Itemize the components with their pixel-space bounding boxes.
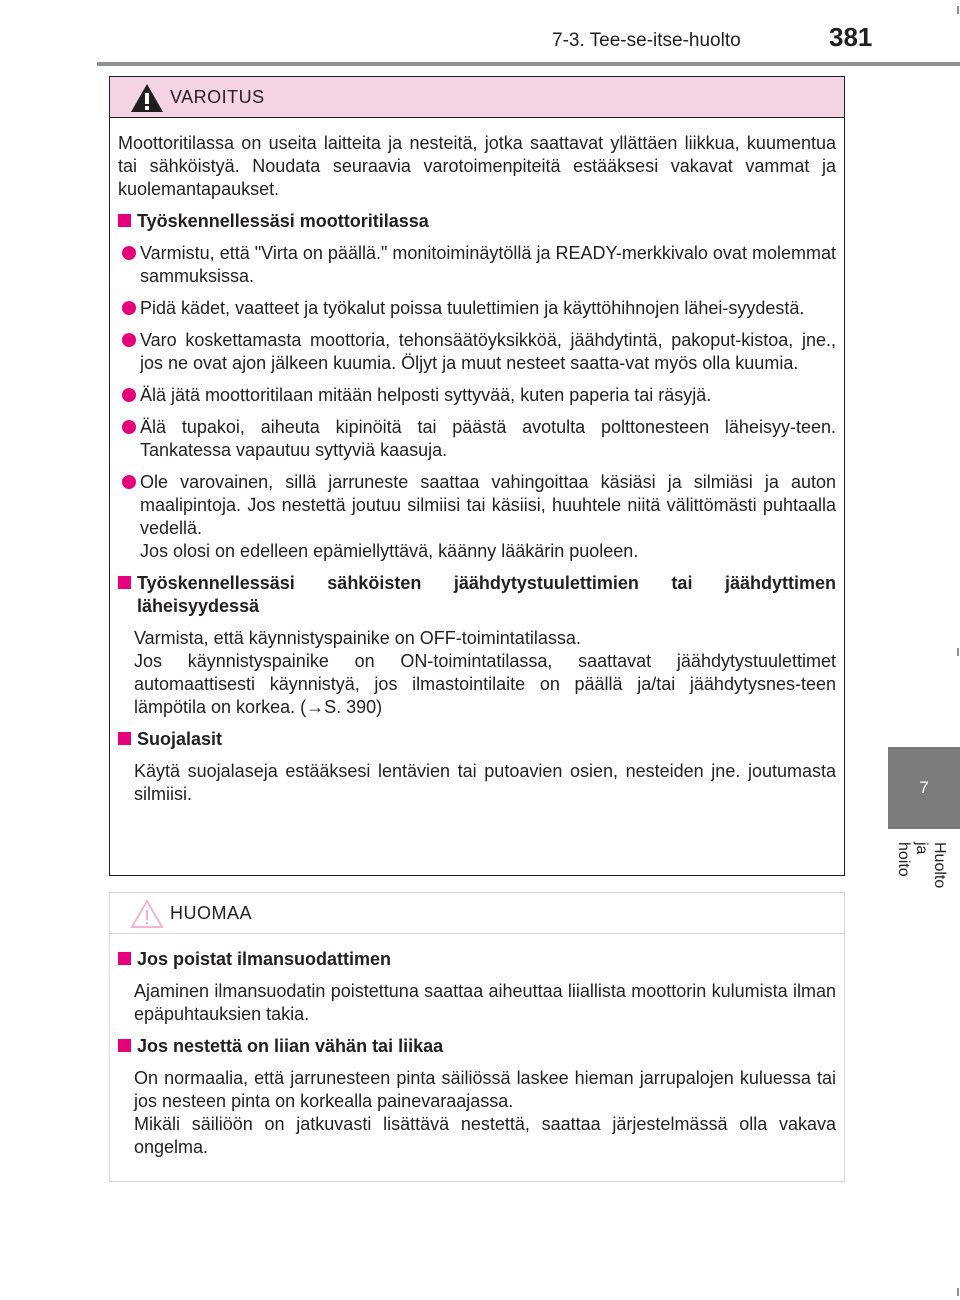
warning-header [110,77,844,118]
section-text: Ajaminen ilmansuodatin poistettuna saattaa aiheuttaa liiallista moottorin kulumista ilman epäpuhtauksien takia. [134,981,836,1024]
square-bullet-icon [118,576,131,589]
section-text-line: Jos käynnistyspainike on ON-toimintatilassa, saattavat jäähdytystuulettimet automaattisesti käynnistyä, jos ilmastointilaite on päällä ja/tai jäähdytysnes-teen lämpötila on korkea. (→S. 390) [134,651,836,717]
round-bullet-icon [122,475,136,489]
square-bullet-icon [118,952,131,965]
section-text [118,1067,836,1159]
header-divider [97,62,960,66]
round-bullet-icon [122,333,136,347]
list-item [118,297,836,320]
bullet-text-extra: Jos olosi on edelleen epämiellyttävä, käänny lääkärin puoleen. [140,541,639,561]
warning-section [118,572,836,719]
round-bullet-icon [122,246,136,260]
bullet-text: Älä jätä moottoritilaan mitään helposti syttyvää, kuten paperia tai räsyjä. [140,385,712,405]
section-text: Käytä suojalaseja estääksesi lentävien tai putoavien osien, nesteiden jne. joutumasta silmiisi. [134,761,836,804]
notice-section [118,1035,836,1159]
warning-section [118,210,836,563]
section-text [118,627,836,719]
round-bullet-icon [122,420,136,434]
bullet-text: Älä tupakoi, aiheuta kipinöitä tai päästä avotulta polttonesteen läheisyy-teen. Tankatessa vapautuu syttyviä kaasuja. [140,417,836,460]
round-bullet-icon [122,388,136,402]
notice-title: HUOMAA [170,903,253,923]
warning-triangle-icon [130,83,164,113]
notice-section [118,948,836,1026]
chapter-label: Huolto ja hoito [895,842,948,889]
notice-header [110,893,844,934]
section-heading: Suojalasit [137,729,223,749]
edge-tick [957,1288,959,1296]
section-heading: Työskennellessäsi sähköisten jäähdytystuulettimien tai jäähdyttimen läheisyydessä [137,573,836,616]
round-bullet-icon [122,301,136,315]
section-title: 7-3. Tee-se-itse-huolto [552,30,741,51]
section-text-line: Varmista, että käynnistyspainike on OFF-toimintatilassa. [134,628,581,648]
warning-intro: Moottoritilassa on useita laitteita ja nesteitä, jotka saattavat yllättäen liikkua, kuumentua tai sähköistyä. Noudata seuraavia varotoimenpiteitä estääksesi vakavat vammat ja kuolemantapaukset. [118,133,836,199]
section-heading: Työskennellessäsi moottoritilassa [137,211,429,231]
notice-box [109,892,845,1182]
page-number: 381 [829,22,873,52]
bullet-text-main: Ole varovainen, sillä jarruneste saattaa vahingoittaa käsiäsi ja silmiäsi ja auton maalipintoja. Jos nestettä joutuu silmiisi tai käsiisi, huuhtele niitä välittömästi puhtaalla vedellä. [140,472,836,538]
bullet-text: Varo koskettamasta moottoria, tehonsäätöyksikköä, jäähdytintä, pakoput-kistoa, jne., jos ne ovat ajon jälkeen kuumia. Öljyt ja muut nesteet saatta-vat myös olla kuumia. [140,330,836,373]
warning-section [118,728,836,806]
warning-box [109,76,845,876]
list-item [118,416,836,462]
list-item [118,471,836,563]
edge-tick [957,648,959,656]
list-item [118,242,836,288]
section-heading: Jos nestettä on liian vähän tai liikaa [137,1036,444,1056]
square-bullet-icon [118,1039,131,1052]
bullet-text [140,471,836,563]
square-bullet-icon [118,732,131,745]
section-text-line: On normaalia, että jarrunesteen pinta säiliössä laskee hieman jarrupalojen kuluessa tai jos nesteen pinta on korkealla painevaraajassa. [134,1068,836,1111]
edge-tick [957,6,959,14]
list-item [118,329,836,375]
square-bullet-icon [118,214,131,227]
chapter-tab: 7 [888,747,960,829]
warning-title: VAROITUS [170,87,265,107]
section-heading: Jos poistat ilmansuodattimen [137,949,392,969]
section-text-line: Mikäli säiliöön on jatkuvasti lisättävä nestettä, saattaa järjestelmässä olla vakava ongelma. [134,1114,836,1157]
caution-triangle-icon [130,899,164,929]
bullet-text: Varmistu, että "Virta on päällä." monitoiminäytöllä ja READY-merkkivalo ovat molemmat sammuksissa. [140,243,836,286]
list-item [118,384,836,407]
bullet-text: Pidä kädet, vaatteet ja työkalut poissa tuulettimien ja käyttöhihnojen lähei-syydestä. [140,298,805,318]
